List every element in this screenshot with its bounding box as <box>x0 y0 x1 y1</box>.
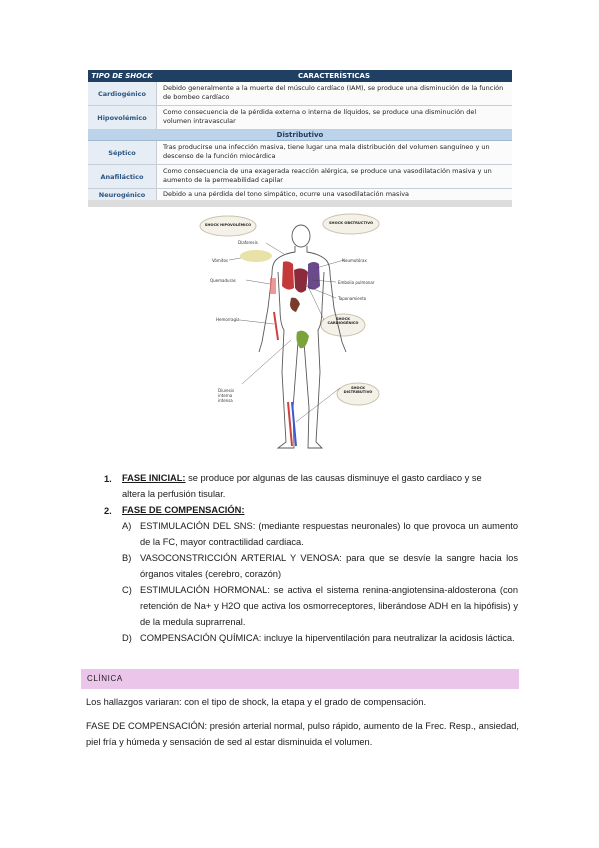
item-b-text: VASOCONSTRICCIÓN ARTERIAL Y VENOSA: para que se desvíe la sangre hacia los órganos vitales (cerebro, corazón) <box>140 553 518 579</box>
header-tipo: TIPO DE SHOCK <box>91 72 153 80</box>
bladder <box>296 331 309 349</box>
heart <box>294 268 308 292</box>
item-letter: A) <box>122 521 132 531</box>
item-letter: C) <box>122 585 132 595</box>
phase-1-title: FASE INICIAL: <box>122 473 186 483</box>
row-desc: Como consecuencia de una exagerada reacción alérgica, se produce una vasodilatación masiva y un aumento de la permeabilidad capilar <box>163 167 492 184</box>
table-row <box>88 189 512 200</box>
bubble-obst-label: SHOCK OBSTRUCTIVO <box>328 221 374 225</box>
table-row <box>88 141 512 165</box>
item-letter: B) <box>122 553 132 563</box>
label-embolia: Embolia pulmonar <box>338 280 375 285</box>
item-a-text: ESTIMULACIÓN DEL SNS: (mediante respuestas neuronales) lo que provoca un aumento de la FC, mayor contractilidad cardiaca. <box>140 521 518 547</box>
body-illustration <box>196 212 408 455</box>
liver <box>290 298 300 312</box>
phase-number: 1. <box>104 474 112 484</box>
clinica-title: CLÍNICA <box>87 674 123 683</box>
row-desc: Debido generalmente a la muerte del músculo cardíaco (IAM), se produce una disminución de la función de bombeo cardíaco <box>163 84 504 101</box>
bubble-distrib-label: SHOCK DISTRIBUTIVO <box>343 386 373 394</box>
label-hemorragia: Hemorragia <box>216 317 240 322</box>
row-type: Anafiláctico <box>88 165 157 188</box>
row-type: Séptico <box>88 141 157 164</box>
table-subheader: Distributivo <box>88 130 512 141</box>
body-figure <box>196 212 408 455</box>
lung-left <box>282 261 294 289</box>
clinica-band <box>81 669 519 689</box>
phase-1-line-1 <box>122 470 518 486</box>
clinica-paragraph-1: Los hallazgos variaran: con el tipo de shock, la etapa y el grado de compensación. <box>86 697 427 707</box>
table-header <box>88 70 512 82</box>
item-d-text: COMPENSACIÓN QUÍMICA: incluye la hiperventilación para neutralizar la acidosis láctica. <box>140 633 515 643</box>
phase-1-text-b: altera la perfusión tisular. <box>122 489 226 499</box>
row-desc: Como consecuencia de la pérdida externa o interna de líquidos, se produce una disminución del volumen intravascular <box>163 108 477 125</box>
bubble-cardio-label: SHOCK CARDIOGÉNICO <box>327 317 359 325</box>
row-type: Cardiogénico <box>88 82 157 105</box>
label-quemaduras: Quemaduras <box>210 278 236 283</box>
table-row <box>88 165 512 189</box>
phase-1-text-a: se produce por algunas de las causas disminuye el gasto cardiaco y se <box>185 473 482 483</box>
table-row <box>88 82 512 106</box>
label-diuresis: Diuresis interna intensa <box>218 388 235 403</box>
label-vomitos: Vómitos <box>212 258 228 263</box>
bubble-hipo-label: SHOCK HIPOVOLÉMICO <box>204 223 252 227</box>
shock-types-table <box>88 70 512 207</box>
burn-mark <box>270 278 276 294</box>
item-letter: D) <box>122 633 132 643</box>
row-type: Hipovolémico <box>88 106 157 129</box>
item-c-text: ESTIMULACIÓN HORMONAL: se activa el sistema renina-angiotensina-aldosterona (con retención de Na+ y H2O que activa los osmorreceptores, liberándose ADH en la hipófisis) y de la medula suprarrenal. <box>140 585 518 627</box>
clinica-paragraph-2: FASE DE COMPENSACIÓN: presión arterial normal, pulso rápido, aumento de la Frec. Resp., ansiedad, piel fría y húmeda y sensación de sed al estar disminuida el volumen. <box>86 721 519 747</box>
table-row <box>88 106 512 130</box>
label-taponamiento: Taponamiento <box>338 296 367 301</box>
phase-2-title: FASE DE COMPENSACIÓN: <box>122 505 245 515</box>
row-type: Neurogénico <box>88 189 157 200</box>
row-desc: Tras producirse una infección masiva, tiene lugar una mala distribución del volumen sanguíneo y un descenso de la función miocárdica <box>163 143 490 160</box>
label-diaforesis: Diaforesis <box>238 240 258 245</box>
label-neumotorax: Neumotórax <box>342 258 367 263</box>
lung-right <box>308 262 320 290</box>
phase-number: 2. <box>104 506 112 516</box>
vomit-mark <box>240 250 272 262</box>
row-desc: Debido a una pérdida del tono simpático, ocurre una vasodilatación masiva <box>163 190 410 198</box>
hemorrhage-mark <box>274 312 278 340</box>
header-caracteristicas: CARACTERÍSTICAS <box>297 72 371 80</box>
